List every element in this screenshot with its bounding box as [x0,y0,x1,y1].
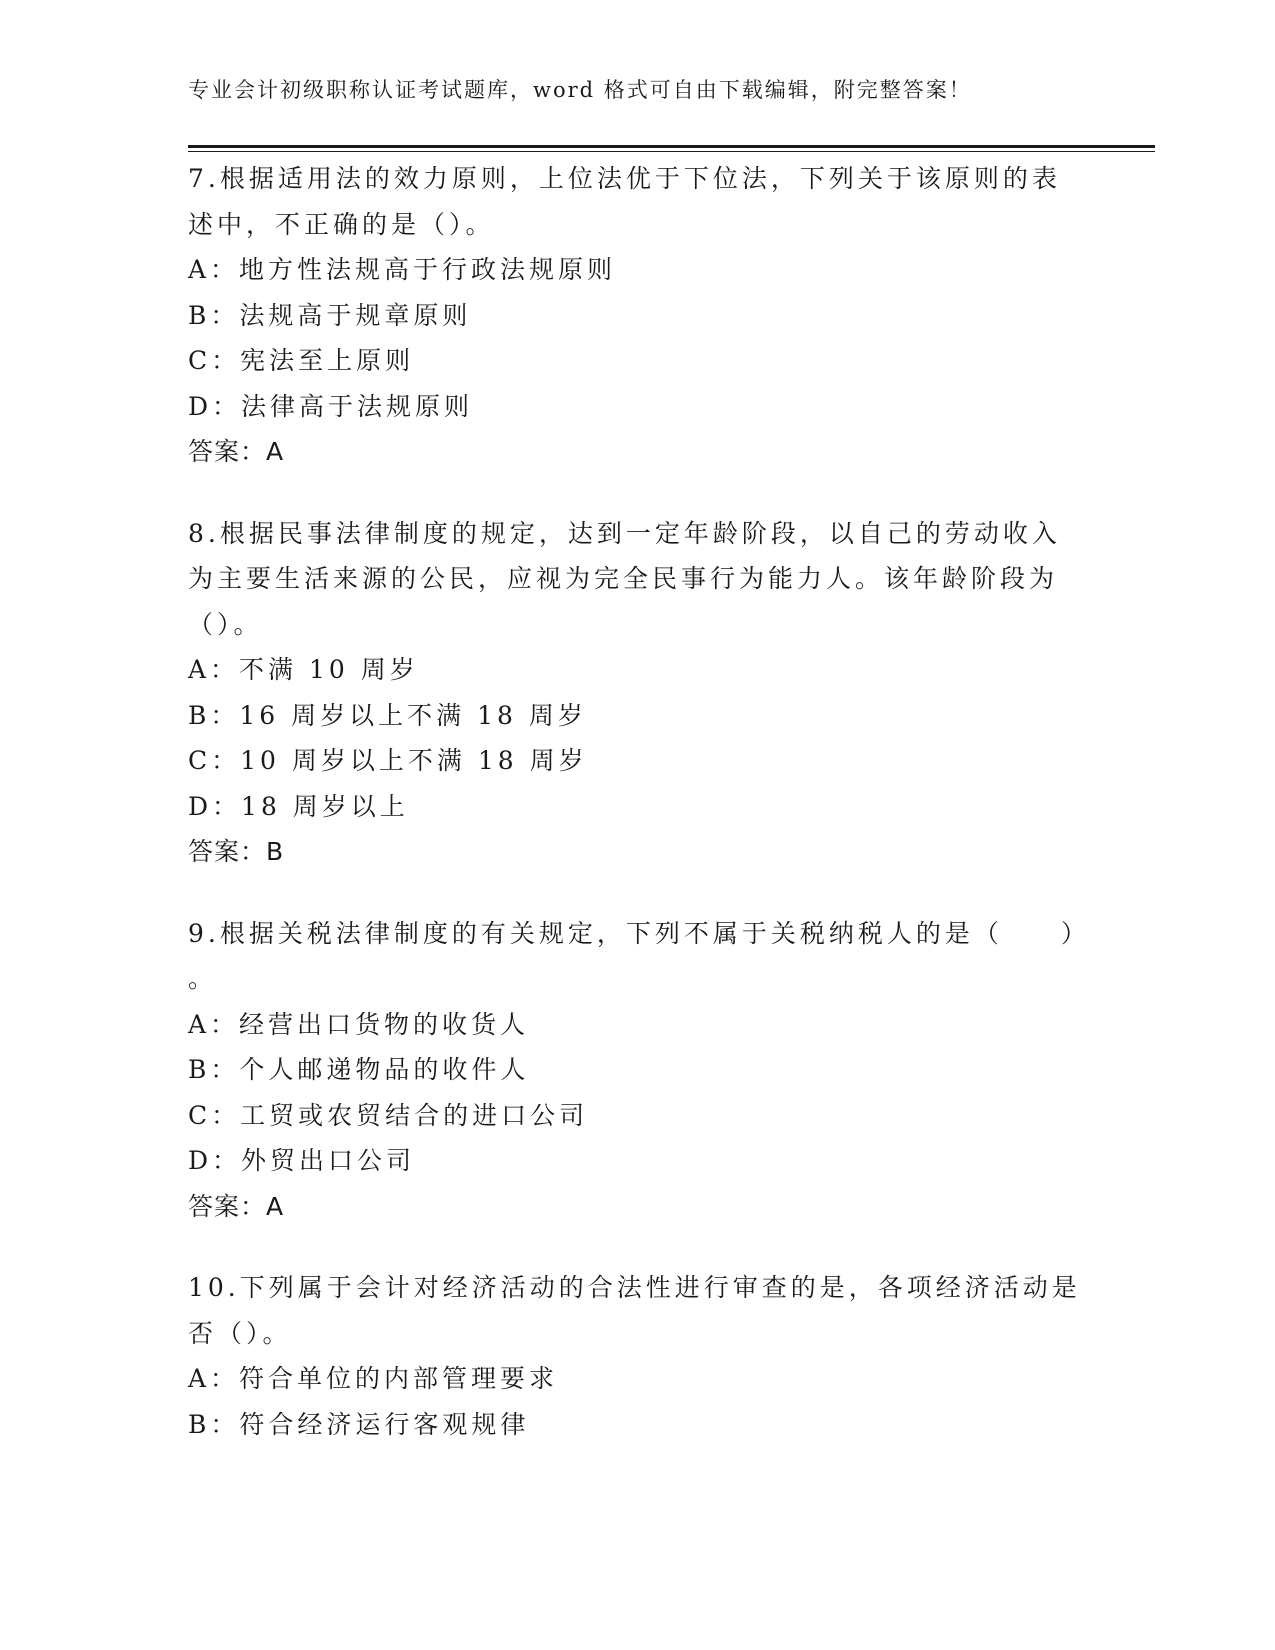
header-rule-thick [188,145,1155,148]
answer-line: 答案：B [188,837,285,866]
answer-line: 答案：A [188,1191,285,1221]
question-stem: 否（）。 [188,1318,292,1348]
option-a: A：地方性法规高于行政法规原则 [188,255,617,284]
option-c: C：工贸或农贸结合的进口公司 [188,1100,589,1130]
question-10 [188,1265,1148,1447]
question-7 [188,156,1148,475]
option-b: B：个人邮递物品的收件人 [188,1055,530,1084]
question-stem: 9.根据关税法律制度的有关规定，下列不属于关税纳税人的是（ ） [188,918,1090,948]
question-stem: 8.根据民事法律制度的规定，达到一定年龄阶段，以自己的劳动收入 [188,518,1061,548]
page-header: 专业会计初级职称认证考试题库，word 格式可自由下载编辑，附完整答案！ [188,78,972,102]
option-a: A：符合单位的内部管理要求 [188,1364,559,1393]
question-stem: 7.根据适用法的效力原则，上位法优于下位法，下列关于该原则的表 [188,164,1061,193]
question-stem: （）。 [188,609,263,639]
question-stem: 。 [188,964,218,993]
option-d: D：18 周岁以上 [188,791,409,821]
option-b: B：符合经济运行客观规律 [188,1409,530,1439]
question-stem: 述中，不正确的是（）。 [188,209,495,239]
option-a: A：经营出口货物的收货人 [188,1009,530,1039]
option-a: A：不满 10 周岁 [188,655,419,684]
answer-line: 答案：A [188,437,285,466]
option-d: D：外贸出口公司 [188,1146,416,1175]
question-stem: 为主要生活来源的公民，应视为完全民事行为能力人。该年龄阶段为 [188,564,1059,593]
question-stem: 10.下列属于会计对经济活动的合法性进行审查的是，各项经济活动是 [188,1273,1081,1302]
option-b: B：16 周岁以上不满 18 周岁 [188,700,587,730]
option-c: C：10 周岁以上不满 18 周岁 [188,746,588,775]
question-9 [188,911,1148,1230]
header-rule-thin [188,151,1155,152]
option-c: C：宪法至上原则 [188,346,415,375]
option-d: D：法律高于法规原则 [188,391,474,421]
question-8 [188,511,1148,875]
option-b: B：法规高于规章原则 [188,300,472,330]
question-list [188,156,1148,1483]
